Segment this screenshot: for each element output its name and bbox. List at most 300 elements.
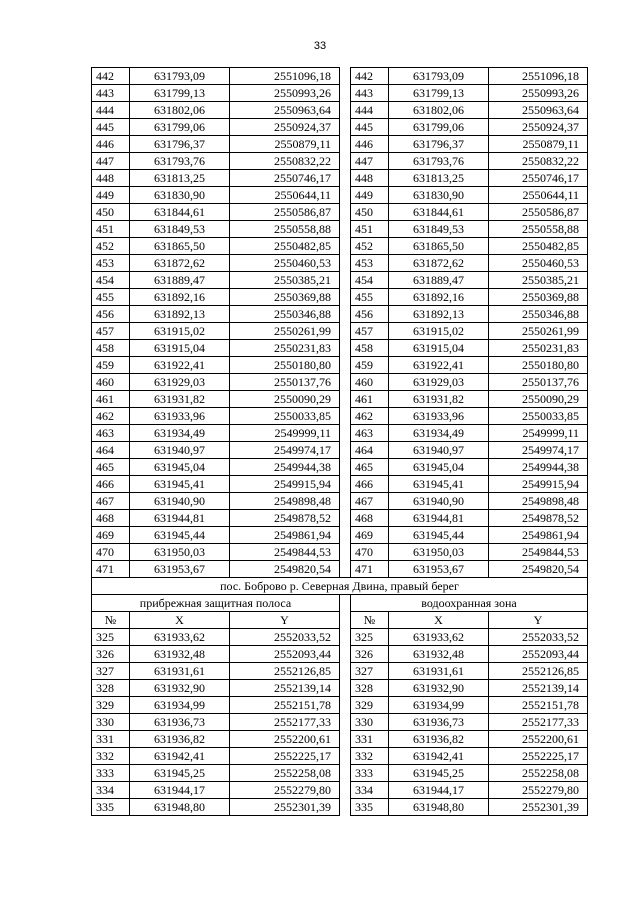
y-coordinate-cell: 2550385,21 <box>230 272 340 289</box>
x-coordinate-cell: 631948,80 <box>389 799 489 816</box>
y-coordinate-cell: 2552258,08 <box>230 765 340 782</box>
x-coordinate-cell: 631849,53 <box>130 221 230 238</box>
x-coordinate-cell: 631793,09 <box>130 68 230 85</box>
x-coordinate-cell: 631940,90 <box>389 493 489 510</box>
column-gap <box>340 323 351 340</box>
y-coordinate-cell: 2551096,18 <box>489 68 588 85</box>
x-coordinate-cell: 631934,49 <box>130 425 230 442</box>
point-number-cell: 329 <box>351 697 389 714</box>
section-title-row <box>92 578 588 595</box>
y-coordinate-cell: 2552177,33 <box>489 714 588 731</box>
column-gap <box>340 187 351 204</box>
table-row <box>92 442 588 459</box>
point-number-cell: 448 <box>92 170 130 187</box>
x-coordinate-cell: 631892,13 <box>389 306 489 323</box>
point-number-cell: 444 <box>92 102 130 119</box>
point-number-cell: 467 <box>351 493 389 510</box>
column-gap <box>340 340 351 357</box>
point-number-cell: 442 <box>92 68 130 85</box>
y-coordinate-cell: 2552151,78 <box>489 697 588 714</box>
table-row <box>92 493 588 510</box>
column-gap <box>340 102 351 119</box>
table-row <box>92 221 588 238</box>
point-number-cell: 449 <box>351 187 389 204</box>
y-coordinate-cell: 2552258,08 <box>489 765 588 782</box>
x-coordinate-cell: 631799,13 <box>130 85 230 102</box>
column-gap <box>340 629 351 646</box>
left-subtitle: прибрежная защитная полоса <box>92 595 340 612</box>
x-coordinate-cell: 631944,17 <box>130 782 230 799</box>
coordinates-table <box>91 67 588 816</box>
x-coordinate-cell: 631929,03 <box>130 374 230 391</box>
column-gap <box>340 561 351 578</box>
point-number-cell: 325 <box>351 629 389 646</box>
y-coordinate-cell: 2550832,22 <box>489 153 588 170</box>
x-coordinate-cell: 631915,04 <box>389 340 489 357</box>
x-coordinate-cell: 631872,62 <box>130 255 230 272</box>
x-coordinate-cell: 631933,62 <box>130 629 230 646</box>
y-coordinate-cell: 2552093,44 <box>230 646 340 663</box>
x-coordinate-cell: 631889,47 <box>389 272 489 289</box>
column-gap <box>340 357 351 374</box>
point-number-cell: 334 <box>351 782 389 799</box>
number-header: № <box>351 612 389 629</box>
x-coordinate-cell: 631802,06 <box>130 102 230 119</box>
table-row <box>92 170 588 187</box>
y-coordinate-cell: 2549999,11 <box>489 425 588 442</box>
x-coordinate-cell: 631936,82 <box>130 731 230 748</box>
y-coordinate-cell: 2549878,52 <box>230 510 340 527</box>
point-number-cell: 471 <box>351 561 389 578</box>
point-number-cell: 463 <box>351 425 389 442</box>
y-coordinate-cell: 2550558,88 <box>489 221 588 238</box>
x-coordinate-cell: 631932,48 <box>389 646 489 663</box>
y-coordinate-cell: 2550261,99 <box>230 323 340 340</box>
y-coordinate-cell: 2549974,17 <box>489 442 588 459</box>
column-gap <box>340 748 351 765</box>
point-number-cell: 332 <box>351 748 389 765</box>
point-number-cell: 452 <box>92 238 130 255</box>
x-coordinate-cell: 631953,67 <box>130 561 230 578</box>
point-number-cell: 327 <box>92 663 130 680</box>
column-gap <box>340 663 351 680</box>
page-number: 33 <box>313 40 327 52</box>
x-coordinate-cell: 631945,44 <box>389 527 489 544</box>
x-coordinate-cell: 631915,04 <box>130 340 230 357</box>
column-gap <box>340 510 351 527</box>
y-coordinate-cell: 2550644,11 <box>489 187 588 204</box>
y-coordinate-cell: 2552225,17 <box>489 748 588 765</box>
table-row <box>92 272 588 289</box>
y-coordinate-cell: 2550963,64 <box>230 102 340 119</box>
point-number-cell: 331 <box>351 731 389 748</box>
point-number-cell: 451 <box>92 221 130 238</box>
y-coordinate-cell: 2550090,29 <box>489 391 588 408</box>
point-number-cell: 457 <box>92 323 130 340</box>
point-number-cell: 446 <box>92 136 130 153</box>
table-row <box>92 527 588 544</box>
point-number-cell: 466 <box>351 476 389 493</box>
y-coordinate-cell: 2550385,21 <box>489 272 588 289</box>
x-coordinate-cell: 631915,02 <box>130 323 230 340</box>
x-coordinate-cell: 631793,76 <box>389 153 489 170</box>
point-number-cell: 455 <box>92 289 130 306</box>
x-coordinate-cell: 631945,25 <box>389 765 489 782</box>
point-number-cell: 457 <box>351 323 389 340</box>
y-coordinate-cell: 2552279,80 <box>489 782 588 799</box>
table-row <box>92 238 588 255</box>
y-coordinate-cell: 2549861,94 <box>489 527 588 544</box>
table-row <box>92 153 588 170</box>
x-coordinate-cell: 631950,03 <box>389 544 489 561</box>
y-coordinate-cell: 2550346,88 <box>489 306 588 323</box>
x-coordinate-cell: 631793,09 <box>389 68 489 85</box>
y-coordinate-cell: 2550482,85 <box>230 238 340 255</box>
point-number-cell: 335 <box>351 799 389 816</box>
y-coordinate-cell: 2552200,61 <box>230 731 340 748</box>
y-coordinate-cell: 2550558,88 <box>230 221 340 238</box>
x-coordinate-cell: 631865,50 <box>389 238 489 255</box>
y-coordinate-cell: 2549844,53 <box>489 544 588 561</box>
column-gap <box>340 391 351 408</box>
y-coordinate-cell: 2550231,83 <box>230 340 340 357</box>
point-number-cell: 333 <box>92 765 130 782</box>
column-gap <box>340 476 351 493</box>
table-row <box>92 544 588 561</box>
point-number-cell: 443 <box>351 85 389 102</box>
x-coordinate-cell: 631936,73 <box>130 714 230 731</box>
y-coordinate-cell: 2550033,85 <box>230 408 340 425</box>
column-gap <box>340 68 351 85</box>
point-number-cell: 454 <box>351 272 389 289</box>
point-number-cell: 464 <box>351 442 389 459</box>
x-coordinate-cell: 631944,81 <box>130 510 230 527</box>
x-coordinate-cell: 631922,41 <box>389 357 489 374</box>
point-number-cell: 444 <box>351 102 389 119</box>
y-coordinate-cell: 2549915,94 <box>489 476 588 493</box>
y-coordinate-cell: 2552301,39 <box>230 799 340 816</box>
table-row <box>92 663 588 680</box>
x-coordinate-cell: 631940,97 <box>130 442 230 459</box>
x-coordinate-cell: 631942,41 <box>389 748 489 765</box>
subtitle-row <box>92 595 588 612</box>
y-coordinate-cell: 2550346,88 <box>230 306 340 323</box>
right-subtitle: водоохранная зона <box>351 595 588 612</box>
y-coordinate-cell: 2550993,26 <box>230 85 340 102</box>
x-coordinate-cell: 631950,03 <box>130 544 230 561</box>
table-row <box>92 459 588 476</box>
y-coordinate-cell: 2552126,85 <box>489 663 588 680</box>
point-number-cell: 462 <box>351 408 389 425</box>
y-coordinate-cell: 2550924,37 <box>489 119 588 136</box>
point-number-cell: 447 <box>92 153 130 170</box>
column-gap <box>340 527 351 544</box>
column-gap <box>340 204 351 221</box>
point-number-cell: 446 <box>351 136 389 153</box>
x-coordinate-cell: 631934,99 <box>130 697 230 714</box>
table-row <box>92 85 588 102</box>
x-coordinate-cell: 631796,37 <box>389 136 489 153</box>
table-row <box>92 799 588 816</box>
y-coordinate-cell: 2549861,94 <box>230 527 340 544</box>
header-row <box>92 612 588 629</box>
point-number-cell: 330 <box>92 714 130 731</box>
column-gap <box>340 493 351 510</box>
point-number-cell: 460 <box>92 374 130 391</box>
column-gap <box>340 306 351 323</box>
x-coordinate-cell: 631872,62 <box>389 255 489 272</box>
point-number-cell: 333 <box>351 765 389 782</box>
y-coordinate-cell: 2550963,64 <box>489 102 588 119</box>
x-coordinate-cell: 631802,06 <box>389 102 489 119</box>
point-number-cell: 459 <box>351 357 389 374</box>
y-coordinate-cell: 2550090,29 <box>230 391 340 408</box>
x-coordinate-cell: 631799,06 <box>130 119 230 136</box>
y-coordinate-cell: 2549915,94 <box>230 476 340 493</box>
table-row <box>92 731 588 748</box>
y-coordinate-cell: 2550369,88 <box>489 289 588 306</box>
point-number-cell: 452 <box>351 238 389 255</box>
column-gap <box>340 442 351 459</box>
point-number-cell: 335 <box>92 799 130 816</box>
point-number-cell: 469 <box>92 527 130 544</box>
y-coordinate-cell: 2550180,80 <box>489 357 588 374</box>
x-coordinate-cell: 631945,41 <box>130 476 230 493</box>
column-gap <box>340 714 351 731</box>
point-number-cell: 443 <box>92 85 130 102</box>
point-number-cell: 461 <box>92 391 130 408</box>
x-coordinate-cell: 631892,16 <box>389 289 489 306</box>
x-coordinate-cell: 631945,04 <box>130 459 230 476</box>
point-number-cell: 458 <box>92 340 130 357</box>
column-gap <box>340 289 351 306</box>
y-coordinate-cell: 2552151,78 <box>230 697 340 714</box>
table-row <box>92 561 588 578</box>
y-coordinate-cell: 2550137,76 <box>489 374 588 391</box>
y-coordinate-cell: 2550369,88 <box>230 289 340 306</box>
table-row <box>92 408 588 425</box>
column-gap <box>340 731 351 748</box>
x-coordinate-cell: 631922,41 <box>130 357 230 374</box>
y-coordinate-cell: 2552139,14 <box>230 680 340 697</box>
table-row <box>92 714 588 731</box>
column-gap <box>340 425 351 442</box>
y-coordinate-cell: 2550879,11 <box>489 136 588 153</box>
x-coordinate-cell: 631936,73 <box>389 714 489 731</box>
point-number-cell: 442 <box>351 68 389 85</box>
x-coordinate-cell: 631929,03 <box>389 374 489 391</box>
column-gap <box>340 612 351 629</box>
point-number-cell: 466 <box>92 476 130 493</box>
column-gap <box>340 680 351 697</box>
y-coordinate-cell: 2550482,85 <box>489 238 588 255</box>
point-number-cell: 450 <box>351 204 389 221</box>
point-number-cell: 465 <box>92 459 130 476</box>
y-coordinate-cell: 2550993,26 <box>489 85 588 102</box>
x-coordinate-cell: 631892,16 <box>130 289 230 306</box>
x-coordinate-cell: 631793,76 <box>130 153 230 170</box>
x-coordinate-cell: 631830,90 <box>389 187 489 204</box>
y-coordinate-cell: 2549999,11 <box>230 425 340 442</box>
table-row <box>92 476 588 493</box>
section-title: пос. Боброво р. Северная Двина, правый берег <box>92 578 588 595</box>
point-number-cell: 325 <box>92 629 130 646</box>
y-coordinate-cell: 2549898,48 <box>230 493 340 510</box>
table-row <box>92 629 588 646</box>
column-gap <box>340 170 351 187</box>
y-coordinate-cell: 2550879,11 <box>230 136 340 153</box>
y-coordinate-cell: 2552126,85 <box>230 663 340 680</box>
y-coordinate-cell: 2550746,17 <box>230 170 340 187</box>
y-coordinate-cell: 2552033,52 <box>230 629 340 646</box>
x-header: X <box>130 612 230 629</box>
y-coordinate-cell: 2549944,38 <box>489 459 588 476</box>
x-coordinate-cell: 631932,90 <box>389 680 489 697</box>
table-row <box>92 119 588 136</box>
y-coordinate-cell: 2552093,44 <box>489 646 588 663</box>
column-gap <box>340 374 351 391</box>
column-gap <box>340 238 351 255</box>
point-number-cell: 460 <box>351 374 389 391</box>
x-coordinate-cell: 631940,90 <box>130 493 230 510</box>
y-header: Y <box>230 612 340 629</box>
x-coordinate-cell: 631940,97 <box>389 442 489 459</box>
x-coordinate-cell: 631953,67 <box>389 561 489 578</box>
point-number-cell: 451 <box>351 221 389 238</box>
x-header: X <box>389 612 489 629</box>
point-number-cell: 445 <box>92 119 130 136</box>
point-number-cell: 455 <box>351 289 389 306</box>
y-coordinate-cell: 2550137,76 <box>230 374 340 391</box>
point-number-cell: 447 <box>351 153 389 170</box>
point-number-cell: 454 <box>92 272 130 289</box>
x-coordinate-cell: 631892,13 <box>130 306 230 323</box>
x-coordinate-cell: 631936,82 <box>389 731 489 748</box>
y-coordinate-cell: 2552177,33 <box>230 714 340 731</box>
column-gap <box>340 272 351 289</box>
y-coordinate-cell: 2550261,99 <box>489 323 588 340</box>
point-number-cell: 328 <box>92 680 130 697</box>
point-number-cell: 331 <box>92 731 130 748</box>
y-coordinate-cell: 2552139,14 <box>489 680 588 697</box>
point-number-cell: 326 <box>92 646 130 663</box>
x-coordinate-cell: 631945,44 <box>130 527 230 544</box>
x-coordinate-cell: 631844,61 <box>130 204 230 221</box>
column-gap <box>340 408 351 425</box>
point-number-cell: 326 <box>351 646 389 663</box>
table-row <box>92 102 588 119</box>
point-number-cell: 456 <box>92 306 130 323</box>
x-coordinate-cell: 631931,61 <box>130 663 230 680</box>
column-gap <box>340 799 351 816</box>
x-coordinate-cell: 631933,62 <box>389 629 489 646</box>
y-coordinate-cell: 2549898,48 <box>489 493 588 510</box>
table-row <box>92 255 588 272</box>
column-gap <box>340 646 351 663</box>
point-number-cell: 470 <box>351 544 389 561</box>
x-coordinate-cell: 631942,41 <box>130 748 230 765</box>
point-number-cell: 464 <box>92 442 130 459</box>
point-number-cell: 468 <box>92 510 130 527</box>
x-coordinate-cell: 631934,99 <box>389 697 489 714</box>
point-number-cell: 459 <box>92 357 130 374</box>
y-coordinate-cell: 2550180,80 <box>230 357 340 374</box>
y-coordinate-cell: 2550460,53 <box>230 255 340 272</box>
y-coordinate-cell: 2552225,17 <box>230 748 340 765</box>
point-number-cell: 328 <box>351 680 389 697</box>
point-number-cell: 465 <box>351 459 389 476</box>
point-number-cell: 456 <box>351 306 389 323</box>
point-number-cell: 463 <box>92 425 130 442</box>
x-coordinate-cell: 631799,06 <box>389 119 489 136</box>
y-coordinate-cell: 2549974,17 <box>230 442 340 459</box>
y-coordinate-cell: 2551096,18 <box>230 68 340 85</box>
point-number-cell: 329 <box>92 697 130 714</box>
point-number-cell: 469 <box>351 527 389 544</box>
point-number-cell: 449 <box>92 187 130 204</box>
x-coordinate-cell: 631932,48 <box>130 646 230 663</box>
x-coordinate-cell: 631865,50 <box>130 238 230 255</box>
column-gap <box>340 544 351 561</box>
point-number-cell: 458 <box>351 340 389 357</box>
table-row <box>92 187 588 204</box>
x-coordinate-cell: 631933,96 <box>130 408 230 425</box>
point-number-cell: 462 <box>92 408 130 425</box>
point-number-cell: 453 <box>351 255 389 272</box>
point-number-cell: 471 <box>92 561 130 578</box>
y-coordinate-cell: 2552279,80 <box>230 782 340 799</box>
y-coordinate-cell: 2549878,52 <box>489 510 588 527</box>
table-row <box>92 748 588 765</box>
x-coordinate-cell: 631931,61 <box>389 663 489 680</box>
column-gap <box>340 459 351 476</box>
x-coordinate-cell: 631799,13 <box>389 85 489 102</box>
table-row <box>92 374 588 391</box>
table-row <box>92 306 588 323</box>
number-header: № <box>92 612 130 629</box>
y-coordinate-cell: 2549820,54 <box>489 561 588 578</box>
x-coordinate-cell: 631944,81 <box>389 510 489 527</box>
point-number-cell: 450 <box>92 204 130 221</box>
point-number-cell: 330 <box>351 714 389 731</box>
y-coordinate-cell: 2550746,17 <box>489 170 588 187</box>
table-row <box>92 340 588 357</box>
y-coordinate-cell: 2552301,39 <box>489 799 588 816</box>
table-row <box>92 136 588 153</box>
table-row <box>92 357 588 374</box>
x-coordinate-cell: 631933,96 <box>389 408 489 425</box>
y-coordinate-cell: 2550644,11 <box>230 187 340 204</box>
table-row <box>92 510 588 527</box>
table-row <box>92 646 588 663</box>
column-gap <box>340 697 351 714</box>
x-coordinate-cell: 631889,47 <box>130 272 230 289</box>
point-number-cell: 470 <box>92 544 130 561</box>
y-coordinate-cell: 2550832,22 <box>230 153 340 170</box>
x-coordinate-cell: 631934,49 <box>389 425 489 442</box>
y-coordinate-cell: 2550231,83 <box>489 340 588 357</box>
y-coordinate-cell: 2552033,52 <box>489 629 588 646</box>
table-row <box>92 289 588 306</box>
x-coordinate-cell: 631849,53 <box>389 221 489 238</box>
y-coordinate-cell: 2550924,37 <box>230 119 340 136</box>
y-coordinate-cell: 2550460,53 <box>489 255 588 272</box>
point-number-cell: 453 <box>92 255 130 272</box>
point-number-cell: 467 <box>92 493 130 510</box>
point-number-cell: 445 <box>351 119 389 136</box>
y-coordinate-cell: 2549820,54 <box>230 561 340 578</box>
column-gap <box>340 119 351 136</box>
